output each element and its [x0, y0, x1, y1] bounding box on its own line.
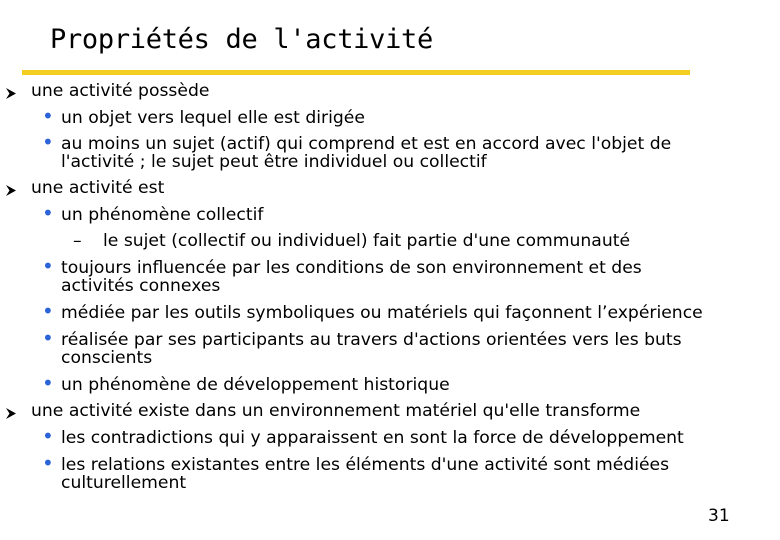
bullet-text: une activité possède — [31, 81, 210, 101]
bullet-level2-3 — [42, 201, 264, 225]
bullet-level2-7 — [42, 371, 450, 395]
dot-bullet-icon: • — [42, 451, 54, 475]
dot-bullet-icon: • — [42, 424, 54, 448]
bullet-text: un objet vers lequel elle est dirigée — [61, 108, 365, 128]
bullet-continuation: culturellement — [61, 473, 187, 493]
bullet-text: au moins un sujet (actif) qui comprend et est en accord avec l'objet de — [61, 134, 672, 154]
dot-bullet-icon: • — [42, 201, 54, 225]
bullet-text: les contradictions qui y apparaissent en sont la force de développement — [61, 428, 684, 448]
bullet-level2-9 — [42, 451, 670, 475]
arrow-bullet-icon — [5, 85, 17, 105]
bullet-text: une activité existe dans un environnement matériel qu'elle transforme — [31, 401, 641, 421]
bullet-level1-3 — [31, 401, 640, 421]
bullet-text: toujours influencée par les conditions de son environnement et des — [61, 258, 642, 278]
bullet-level3-1 — [73, 231, 631, 251]
bullet-continuation: l'activité ; le sujet peut être individuel ou collectif — [61, 152, 487, 172]
dot-bullet-icon: • — [42, 371, 54, 395]
bullet-level2-1 — [42, 104, 365, 128]
bullet-text: un phénomène collectif — [61, 205, 264, 225]
arrow-bullet-icon — [5, 182, 17, 202]
bullet-text: un phénomène de développement historique — [61, 375, 450, 395]
dot-bullet-icon: • — [42, 130, 54, 154]
bullet-level2-4 — [42, 254, 642, 278]
dot-bullet-icon: • — [42, 254, 54, 278]
bullet-text: une activité est — [31, 178, 165, 198]
bullet-continuation: conscients — [61, 348, 153, 368]
bullet-text: réalisée par ses participants au travers d'actions orientées vers les buts — [61, 330, 682, 350]
title-underline — [22, 70, 690, 75]
dash-bullet-icon: – — [73, 231, 82, 251]
bullet-text: le sujet (collectif ou individuel) fait partie d'une communauté — [103, 231, 631, 251]
bullet-continuation: activités connexes — [61, 276, 221, 296]
bullet-level2-2 — [42, 130, 672, 154]
bullet-level1-2 — [31, 178, 164, 198]
slide-title: Propriétés de l'activité — [50, 24, 433, 55]
bullet-text: les relations existantes entre les éléments d'une activité sont médiées — [61, 455, 670, 475]
bullet-level2-5 — [42, 299, 703, 323]
dot-bullet-icon: • — [42, 326, 54, 350]
bullet-level1-1 — [31, 81, 209, 101]
dot-bullet-icon: • — [42, 299, 54, 323]
bullet-level2-8 — [42, 424, 684, 448]
bullet-text: médiée par les outils symboliques ou matériels qui façonnent l’expérience — [61, 303, 703, 323]
arrow-bullet-icon — [5, 405, 17, 425]
bullet-level2-6 — [42, 326, 682, 350]
page-number: 31 — [708, 506, 730, 526]
dot-bullet-icon: • — [42, 104, 54, 128]
